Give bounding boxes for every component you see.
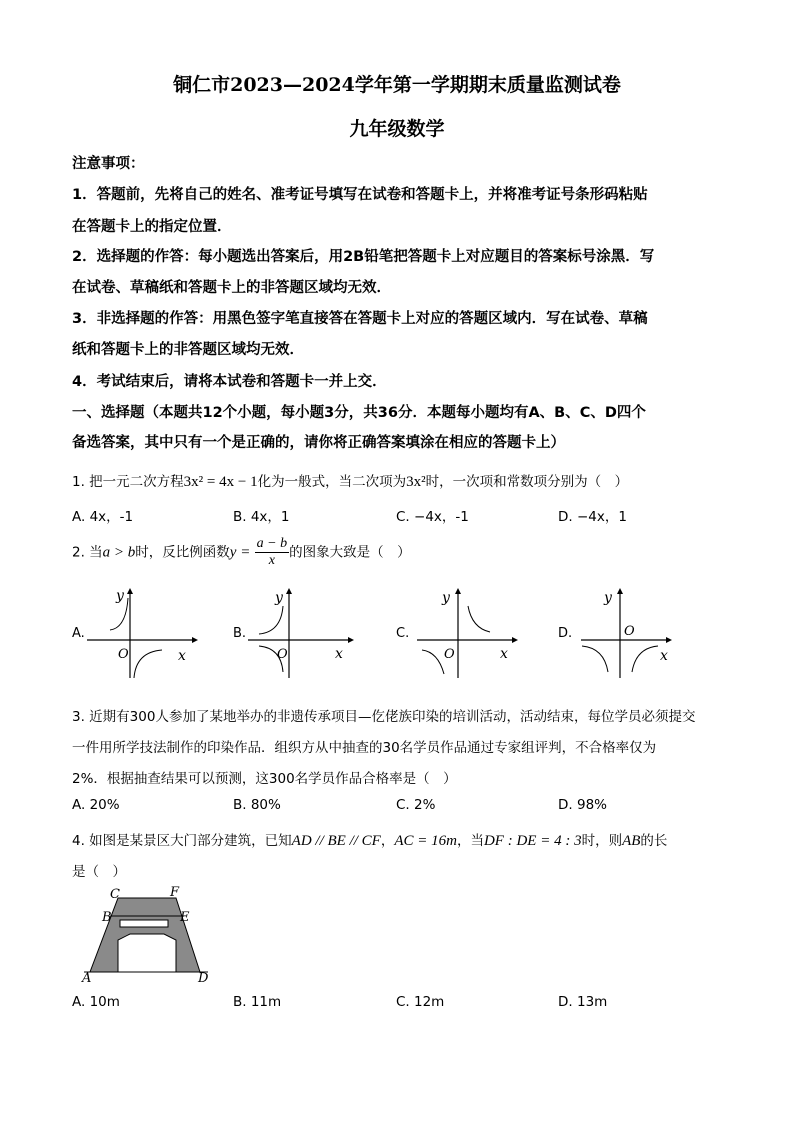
q1-option-d: D. −4x，1 (558, 509, 627, 525)
notice-line: 2．选择题的作答：每小题选出答案后，用2B铅笔把答题卡上对应题目的答案标号涂黑．写 (72, 249, 655, 265)
notice-line: 1．答题前，先将自己的姓名、准考证号填写在试卷和答题卡上，并将准考证号条形码粘贴 (72, 187, 648, 203)
q4-text: ， (380, 833, 395, 849)
q2-denominator: x (268, 553, 275, 568)
q2-condition: a > b (102, 544, 136, 561)
question-4-cont: 是（ ） (72, 864, 126, 880)
gate-figure (80, 884, 215, 984)
point-d: D (198, 971, 209, 984)
exam-subtitle: 九年级数学 (349, 118, 445, 140)
notice-line: 在试卷、草稿纸和答题卡上的非答题区域均无效． (72, 280, 391, 296)
q4-condition: AD // BE // CF (291, 833, 381, 849)
point-b: B (102, 910, 112, 925)
notice-heading: 注意事项： (72, 156, 145, 172)
point-e: E (180, 910, 190, 925)
graph-c (412, 588, 530, 680)
axis-y-label: y (116, 588, 124, 604)
axis-y-label: y (442, 590, 450, 606)
q3-option-b: B. 80% (233, 797, 281, 813)
question-1 (72, 470, 628, 491)
exam-title: 铜仁市2023—2024学年第一学期期末质量监测试卷 (173, 74, 621, 96)
graph-label-a: A. (72, 626, 85, 641)
notice-line: 在答题卡上的指定位置． (72, 219, 232, 235)
axis-y-label: y (604, 590, 612, 606)
notice-line: 4．考试结束后，请将本试卷和答题卡一并上交． (72, 374, 387, 390)
q2-function: y = (229, 544, 251, 561)
q2-text: 时，反比例函数 (135, 544, 230, 561)
q4-text: 的长 (640, 833, 668, 849)
section-heading-cont: 备选答案，其中只有一个是正确的，请你将正确答案填涂在相应的答题卡上） (72, 435, 565, 451)
graph-label-d: D. (558, 626, 573, 641)
point-f: F (170, 885, 180, 900)
axis-x-label: x (500, 646, 508, 662)
q2-numerator: a − b (256, 536, 288, 551)
axis-x-label: x (178, 648, 186, 664)
q1-text: 化为一般式，当二次项为 (257, 474, 407, 490)
q4-text: 4. 如图是某景区大门部分建筑，已知 (72, 833, 292, 849)
q4-option-d: D. 13m (558, 994, 608, 1010)
origin-label: O (118, 647, 129, 662)
q1-option-b: B. 4x，1 (233, 509, 290, 525)
q4-condition: AC = 16m (394, 833, 457, 849)
q4-text: ，当 (456, 833, 484, 849)
graph-label-c: C. (396, 626, 410, 641)
graph-a (82, 588, 200, 680)
q4-option-c: C. 12m (396, 994, 445, 1010)
q4-option-a: A. 10m (72, 994, 120, 1010)
q4-condition: DF : DE = 4 : 3 (483, 833, 582, 849)
notice-line: 3．非选择题的作答：用黑色签字笔直接答在答题卡上对应的答题区域内．写在试卷、草稿 (72, 311, 648, 327)
question-3: 3. 近期有300人参加了某地举办的非遗传承项目—仡佬族印染的培训活动，活动结束，每位学员必须提交 (72, 709, 696, 725)
question-4 (72, 829, 667, 850)
origin-label: O (444, 647, 455, 662)
q3-option-d: D. 98% (558, 797, 607, 813)
question-2 (72, 536, 411, 569)
point-c: C (110, 887, 120, 902)
q1-option-a: A. 4x，-1 (72, 509, 134, 525)
axis-y-label: y (275, 590, 283, 606)
q1-term: 3x² (406, 474, 426, 490)
section-heading: 一、选择题（本题共12个小题，每小题3分，共36分．本题每小题均有A、B、C、D四个 (72, 405, 646, 421)
notice-line: 纸和答题卡上的非答题区域均无效． (72, 342, 304, 358)
q1-text: 1. 把一元二次方程 (72, 474, 184, 490)
question-3-cont: 一件用所学技法制作的印染作品．组织方从中抽查的30名学员作品通过专家组评判，不合格率仅为 (72, 740, 657, 756)
axis-x-label: x (335, 646, 343, 662)
q4-segment: AB (622, 833, 641, 849)
q1-option-c: C. −4x，-1 (396, 509, 469, 525)
question-3-cont: 2%．根据抽查结果可以预测，这300名学员作品合格率是（ ） (72, 771, 457, 787)
q3-option-c: C. 2% (396, 797, 436, 813)
q4-option-b: B. 11m (233, 994, 282, 1010)
q2-text: 2. 当 (72, 544, 103, 561)
graph-d (576, 588, 694, 680)
axis-x-label: x (660, 648, 668, 664)
origin-label: O (624, 624, 635, 639)
graph-label-b: B. (233, 626, 247, 641)
origin-label: O (277, 647, 288, 662)
q3-option-a: A. 20% (72, 797, 120, 813)
q4-text: 时，则 (581, 833, 623, 849)
q1-equation: 3x² = 4x − 1 (183, 474, 258, 490)
q1-text: 时，一次项和常数项分别为（ ） (425, 474, 629, 490)
q2-text: 的图象大致是（ ） (289, 544, 411, 561)
graph-b (243, 588, 361, 680)
q2-fraction (255, 536, 289, 569)
point-a: A (82, 971, 92, 984)
